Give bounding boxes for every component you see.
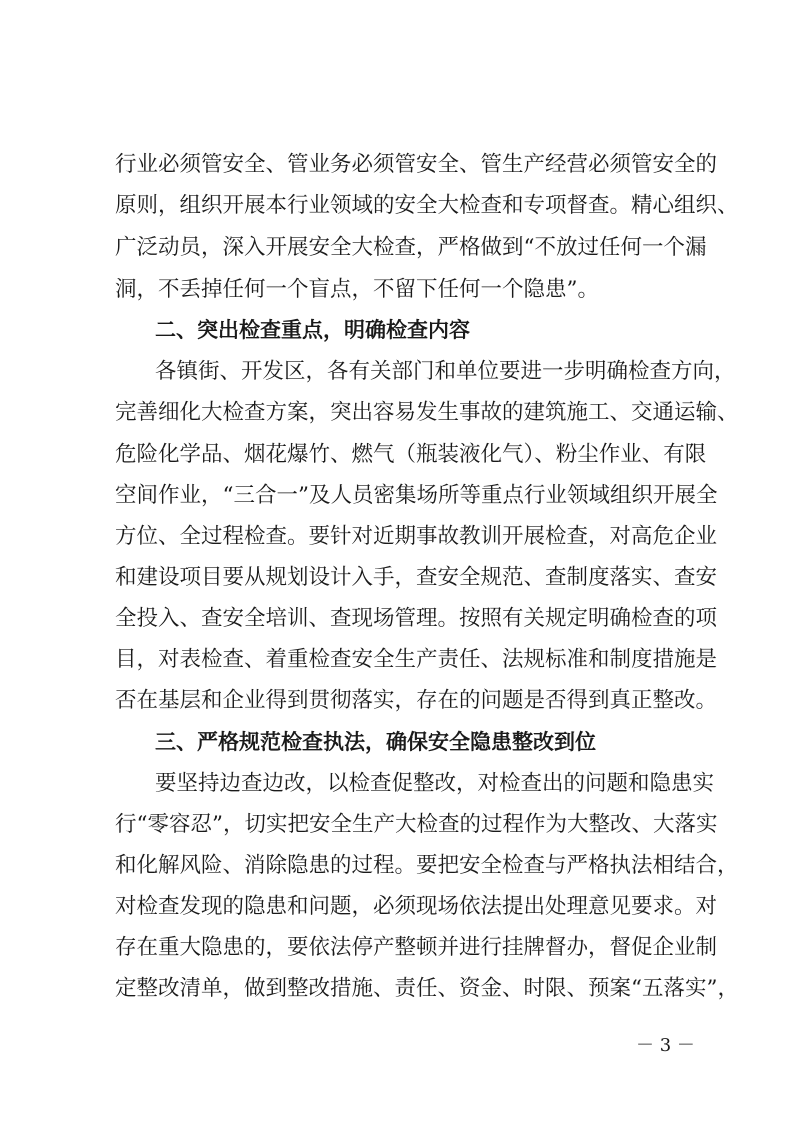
page-number: － 3 －	[636, 1035, 695, 1056]
paragraph-line: 目，对表检查、着重检查安全生产责任、法规标准和制度措施是	[115, 647, 718, 672]
paragraph-line: 原则，组织开展本行业领域的安全大检查和专项督查。精心组织、	[115, 193, 739, 218]
paragraph-line: 否在基层和企业得到贯彻落实，存在的问题是否得到真正整改。	[115, 688, 718, 713]
section-heading: 二、突出检查重点，明确检查内容	[155, 318, 470, 342]
paragraph-line: 危险化学品、烟花爆竹、燃气（瓶装液化气）、粉尘作业、有限	[115, 442, 707, 467]
paragraph-line: 对检查发现的隐患和问题，必须现场依法提出处理意见要求。对	[115, 894, 718, 919]
paragraph-line: 行“零容忍”，切实把安全生产大检查的过程作为大整改、大落实	[115, 812, 718, 837]
paragraph-line: 空间作业，“三合一”及人员密集场所等重点行业领域组织开展全	[115, 483, 718, 508]
paragraph-line: 存在重大隐患的，要依法停产整顿并进行挂牌督办，督促企业制	[115, 935, 718, 960]
paragraph-line: 完善细化大检查方案，突出容易发生事故的建筑施工、交通运输、	[115, 400, 739, 425]
paragraph-line: 和化解风险、消除隐患的过程。要把安全检查与严格执法相结合，	[115, 853, 739, 878]
paragraph-line: 和建设项目要从规划设计入手，查安全规范、查制度落实、查安	[115, 565, 718, 590]
paragraph-line: 行业必须管安全、管业务必须管安全、管生产经营必须管安全的	[115, 152, 718, 177]
paragraph-line: 全投入、查安全培训、查现场管理。按照有关规定明确检查的项	[115, 606, 718, 631]
paragraph-line: 方位、全过程检查。要针对近期事故教训开展检查，对高危企业	[115, 524, 718, 549]
section-heading: 三、严格规范检查执法，确保安全隐患整改到位	[155, 730, 596, 754]
paragraph-line: 广泛动员，深入开展安全大检查，严格做到“不放过任何一个漏	[115, 235, 707, 260]
paragraph-line: 各镇街、开发区，各有关部门和单位要进一步明确检查方向，	[155, 359, 736, 384]
paragraph-line: 洞，不丢掉任何一个盲点，不留下任何一个隐患”。	[115, 277, 599, 302]
paragraph-line: 定整改清单，做到整改措施、责任、资金、时限、预案“五落实”，	[115, 976, 739, 1001]
paragraph-line: 要坚持边查边改，以检查促整改，对检查出的问题和隐患实	[155, 771, 715, 796]
